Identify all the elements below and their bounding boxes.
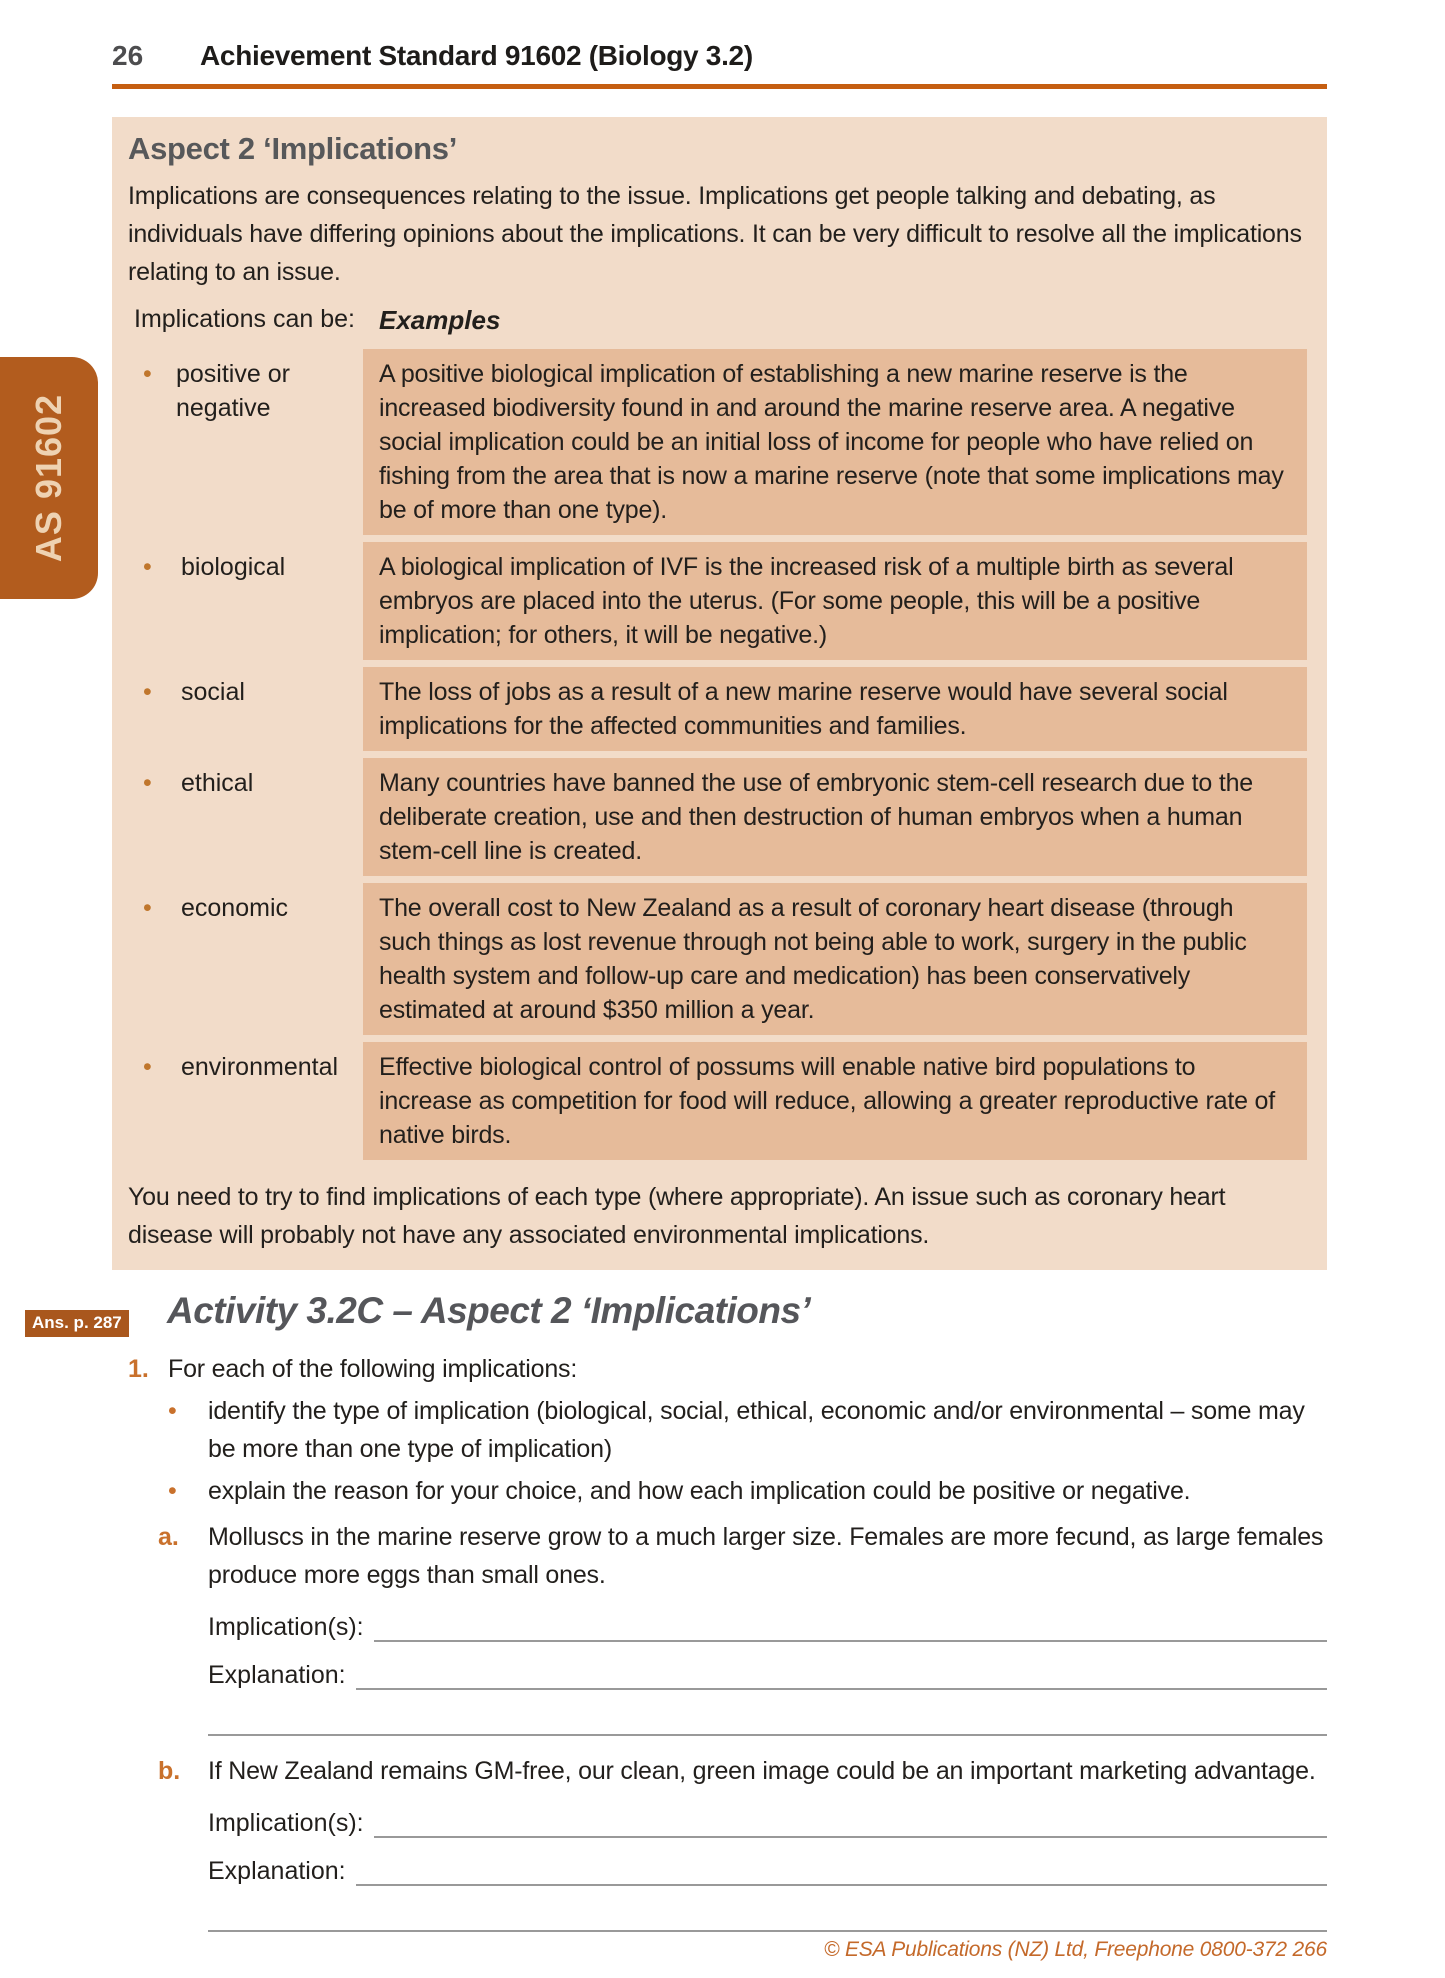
table-row-example: The overall cost to New Zealand as a result of coronary heart disease (through such things as lost revenue through not being able to work, surgery in the public health system and follow-up care and medication) has been conservatively estimated at around $350 million a year. (363, 883, 1307, 1035)
activity-header (32, 1290, 1327, 1338)
part-letter: b. (158, 1757, 181, 1785)
answer-page-badge: Ans. p. 287 (25, 1310, 129, 1337)
field-label: Implication(s): (208, 1613, 364, 1641)
part-b-explanation-field (208, 1848, 1327, 1886)
table-row-example: A biological implication of IVF is the increased risk of a multiple birth as several embryos are placed into the uterus. (For some people, this will be a positive implication; for others, it will be negative.) (363, 542, 1307, 660)
implication-type: positive or negative (175, 360, 290, 422)
table-row-example: Effective biological control of possums will enable native bird populations to increase as competition for food will reduce, allowing a greater reproductive rate of native birds. (363, 1042, 1307, 1160)
implication-type: social (181, 678, 245, 706)
page-header (112, 40, 1327, 72)
implications-table (128, 297, 1307, 1160)
bullet-text: identify the type of implication (biological, social, ethical, economic and/or environmental – some may be more than one type of implication) (208, 1397, 1305, 1463)
question-bullet-item (112, 1472, 1327, 1510)
question-bullet-item (112, 1392, 1327, 1468)
table-row-type (128, 667, 363, 751)
answer-blank-line[interactable] (208, 1898, 1327, 1932)
answer-blank-line[interactable] (356, 1848, 1327, 1886)
bullet-icon: • (143, 360, 152, 388)
answer-blank-line[interactable] (374, 1604, 1327, 1642)
table-row-type (128, 1042, 363, 1160)
table-row-example: A positive biological implication of establishing a new marine reserve is the increased biodiversity found in and around the marine reserve area. A negative social implication could be an initial loss of income for people who have relied on fishing from the area that is now a marine reserve (note that some implications may be of more than one type). (363, 349, 1307, 535)
implications-info-box (112, 117, 1327, 1270)
table-col1-header: Implications can be: (134, 305, 355, 333)
part-b-implications-field (208, 1800, 1327, 1838)
info-box-note: You need to try to find implications of each type (where appropriate). An issue such as coronary heart disease will probably not have any associated environmental implications. (128, 1183, 1226, 1249)
side-tab-label: AS 91602 (28, 393, 69, 563)
answer-blank-line[interactable] (208, 1702, 1327, 1736)
part-a (112, 1518, 1327, 1594)
field-label: Implication(s): (208, 1809, 364, 1837)
bullet-icon: • (143, 894, 152, 922)
part-a-implications-field (208, 1604, 1327, 1642)
implication-type: biological (181, 553, 286, 581)
part-a-explanation-field (208, 1652, 1327, 1690)
table-row-example: Many countries have banned the use of embryonic stem-cell research due to the deliberate creation, use and then destruction of human embryos when a human stem-cell line is created. (363, 758, 1307, 876)
bullet-icon: • (143, 678, 152, 706)
question-text: For each of the following implications: (168, 1355, 578, 1383)
field-label: Explanation: (208, 1661, 346, 1689)
table-row-type (128, 883, 363, 1035)
answer-blank-line[interactable] (356, 1652, 1327, 1690)
part-letter: a. (158, 1523, 179, 1551)
bullet-icon: • (143, 769, 152, 797)
answer-blank-line[interactable] (374, 1800, 1327, 1838)
table-col2-header: Examples (379, 305, 501, 335)
table-row-example: The loss of jobs as a result of a new marine reserve would have several social implications for the affected communities and families. (363, 667, 1307, 751)
bullet-icon: • (143, 1053, 152, 1081)
field-label: Explanation: (208, 1857, 346, 1885)
question-1 (112, 1350, 1327, 1388)
page-title: Achievement Standard 91602 (Biology 3.2) (200, 40, 753, 71)
implication-type: ethical (181, 769, 254, 797)
info-box-intro: Implications are consequences relating to the issue. Implications get people talking and debating, as individuals have differing opinions about the implications. It can be very difficult to resolve all the implications relating to an issue. (128, 182, 1302, 286)
standard-side-tab (0, 357, 98, 599)
table-row-type (128, 349, 363, 535)
bullet-icon: • (168, 1477, 177, 1505)
bullet-icon: • (143, 553, 152, 581)
info-box-title: Aspect 2 ‘Implications’ (128, 131, 458, 166)
table-row-type (128, 542, 363, 660)
table-row-type (128, 758, 363, 876)
header-rule (112, 84, 1327, 89)
activity-title: Activity 3.2C – Aspect 2 ‘Implications’ (167, 1290, 811, 1331)
implication-type: environmental (181, 1053, 339, 1081)
part-text: Molluscs in the marine reserve grow to a much larger size. Females are more fecund, as large females produce more eggs than small ones. (208, 1523, 1324, 1589)
implication-type: economic (181, 894, 288, 922)
question-number: 1. (128, 1355, 149, 1383)
part-text: If New Zealand remains GM-free, our clean, green image could be an important marketing advantage. (208, 1757, 1316, 1785)
bullet-text: explain the reason for your choice, and how each implication could be positive or negative. (208, 1477, 1191, 1505)
publisher-footer: © ESA Publications (NZ) Ltd, Freephone 0800-372 266 (824, 1938, 1327, 1961)
part-b (112, 1752, 1327, 1790)
page-number: 26 (112, 40, 144, 71)
bullet-icon: • (168, 1397, 177, 1425)
